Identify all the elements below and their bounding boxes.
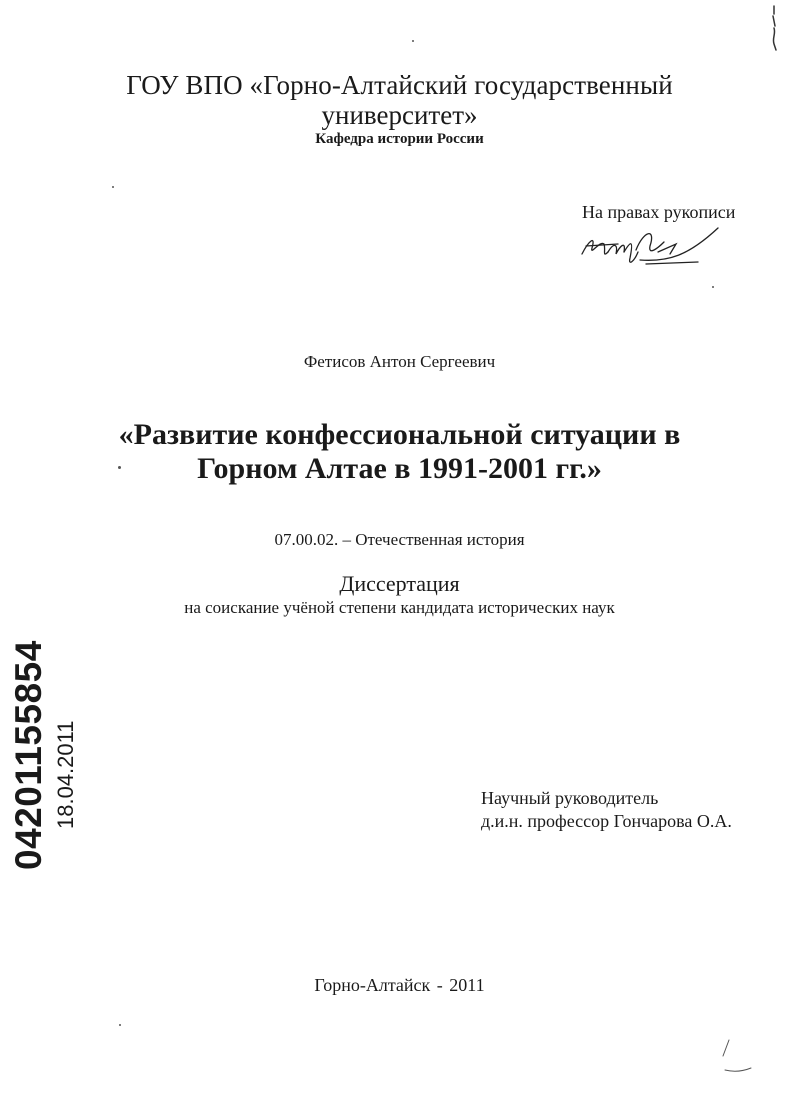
scan-speck [412,40,414,42]
university-name-line2: университет» [321,100,478,130]
dissertation-title-line1: «Развитие конфессиональной ситуации в [118,418,681,451]
document-type: Диссертация [339,571,460,596]
scan-speck [119,1024,121,1026]
advisor-label: Научный руководитель [481,788,659,808]
manuscript-rights-note: На правах рукописи [582,202,736,222]
advisor-name: д.и.н. профессор Гончарова О.А. [481,811,732,831]
scan-speck [112,186,114,188]
scan-pen-mark [715,1036,755,1076]
scan-corner-mark [764,4,784,54]
scan-speck [118,466,121,469]
handwritten-signature [578,222,728,274]
place-and-year: Горно-Алтайск - 2011 [314,975,485,995]
library-stamp-number: 04201155854 [8,640,49,870]
scan-speck [712,286,714,288]
specialty-code: 07.00.02. – Отечественная история [274,530,525,549]
department-name: Кафедра истории России [315,131,484,147]
dissertation-title-line2: Горном Алтае в 1991-2001 гг.» [197,452,602,485]
university-name-line1: ГОУ ВПО «Горно-Алтайский государственный [126,70,673,100]
author-name: Фетисов Антон Сергеевич [303,352,496,371]
library-stamp-date: 18.04.2011 [53,720,78,829]
degree-statement: на соискание учёной степени кандидата исторических наук [184,598,615,617]
